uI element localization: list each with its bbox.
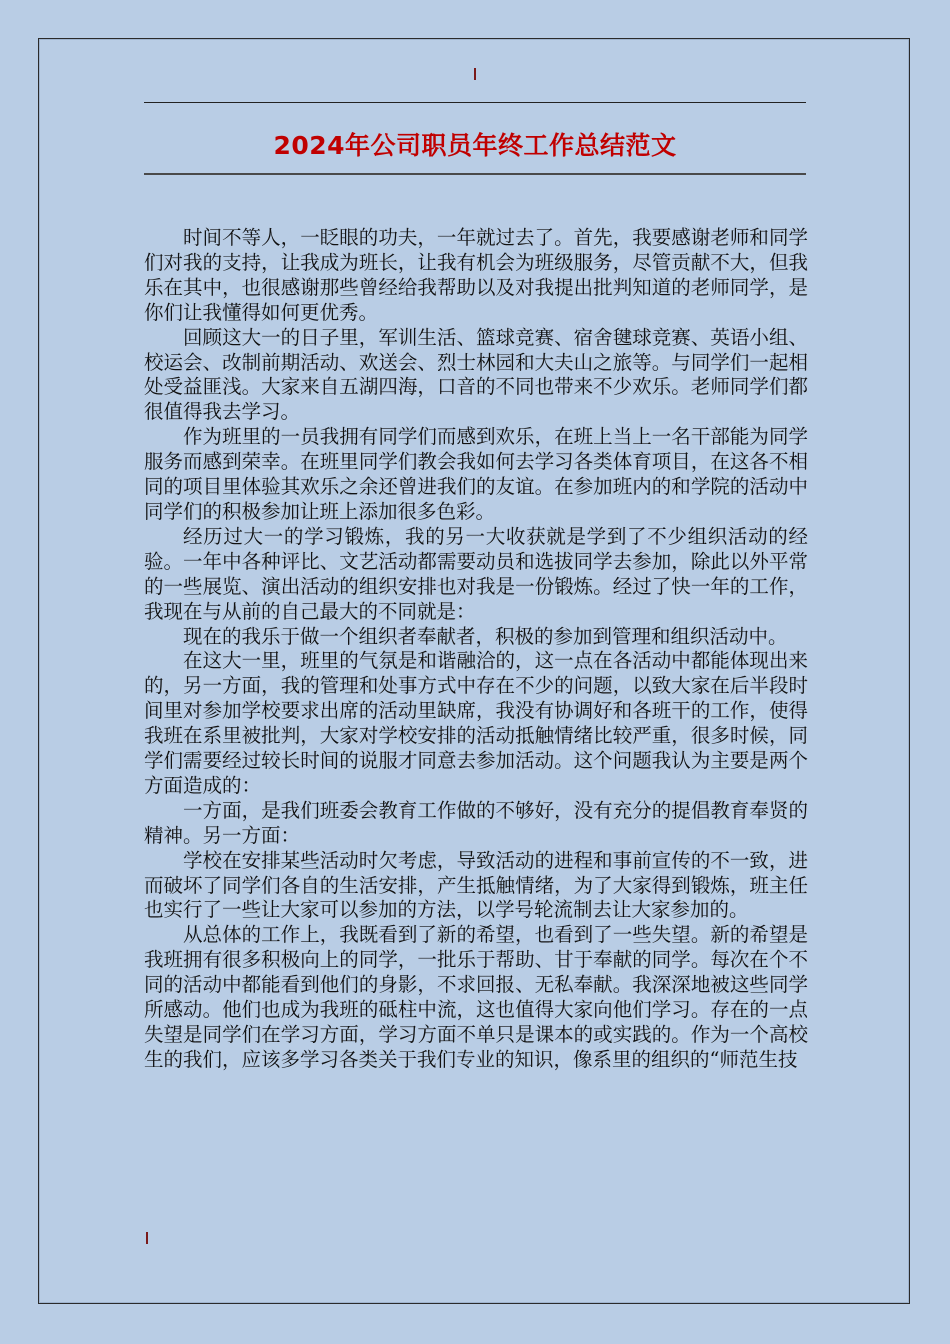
paragraph: 经历过大一的学习锻炼，我的另一大收获就是学到了不少组织活动的经验。一年中各种评比、文艺活动都需要动员和选拔同学去参加，除此以外平常的一些展览、演出活动的组织安排也对我是一份锻炼。经过了快一年的工作，我现在与从前的自己最大的不同就是： <box>144 524 808 623</box>
paragraph: 时间不等人，一眨眼的功夫，一年就过去了。首先，我要感谢老师和同学们对我的支持，让我成为班长，让我有机会为班级服务，尽管贡献不大，但我乐在其中，也很感谢那些曾经给我帮助以及对我提出批判知道的老师同学，是你们让我懂得如何更优秀。 <box>144 226 808 324</box>
paragraph: 作为班里的一员我拥有同学们而感到欢乐，在班上当上一名干部能为同学服务而感到荣幸。在班里同学们教会我如何去学习各类体育项目，在这各不相同的项目里体验其欢乐之余还曾进我们的友谊。在参加班内的和学院的活动中同学们的积极参加让班上添加很多色彩。 <box>144 425 808 523</box>
header-cursor-mark <box>474 68 476 80</box>
paragraph: 回顾这大一的日子里，军训生活、篮球竞赛、宿舍毽球竞赛、英语小组、校运会、改制前期活动、欢送会、烈士林园和大夫山之旅等。与同学们一起相处受益匪浅。大家来自五湖四海，口音的不同也带来不少欢乐。老师同学们都很值得我去学习。 <box>144 325 808 424</box>
document-title: 2024年公司职员年终工作总结范文 <box>273 131 677 160</box>
header-rule <box>144 102 806 103</box>
footer-cursor-mark <box>146 1232 148 1244</box>
paragraph: 现在的我乐于做一个组织者奉献者，积极的参加到管理和组织活动中。 <box>183 624 788 648</box>
paragraph: 在这大一里，班里的气氛是和谐融洽的，这一点在各活动中都能体现出来的，另一方面，我的管理和处事方式中存在不少的问题，以致大家在后半段时间里对参加学校要求出席的活动里缺席，我没有协调好和各班干的工作，使得我班在系里被批判，大家对学校安排的活动抵触情绪比较严重，很多时候，同学们需要经过较长时间的说服才同意去参加活动。这个问题我认为主要是两个方面造成的： <box>144 649 808 797</box>
document-body <box>144 226 808 1204</box>
paragraph: 从总体的工作上，我既看到了新的希望，也看到了一些失望。新的希望是我班拥有很多积极向上的同学，一批乐于帮助、甘于奉献的同学。每次在个不同的活动中都能看到他们的身影，不求回报、无私奉献。我深深地被这些同学所感动。他们也成为我班的砥柱中流，这也值得大家向他们学习。存在的一点失望是同学们在学习方面，学习方面不单只是课本的或实践的。作为一个高校生的我们，应该多学习各类关于我们专业的知识，像系里的组织的“师范生技 <box>144 923 808 1071</box>
title-underline <box>144 173 806 175</box>
paragraph: 一方面，是我们班委会教育工作做的不够好，没有充分的提倡教育奉贤的精神。另一方面： <box>144 798 808 847</box>
paragraph: 学校在安排某些活动时欠考虑，导致活动的进程和事前宣传的不一致，进而破坏了同学们各自的生活安排，产生抵触情绪，为了大家得到锻炼，班主任也实行了一些让大家可以参加的方法，以学号轮流制去让大家参加的。 <box>144 848 808 922</box>
